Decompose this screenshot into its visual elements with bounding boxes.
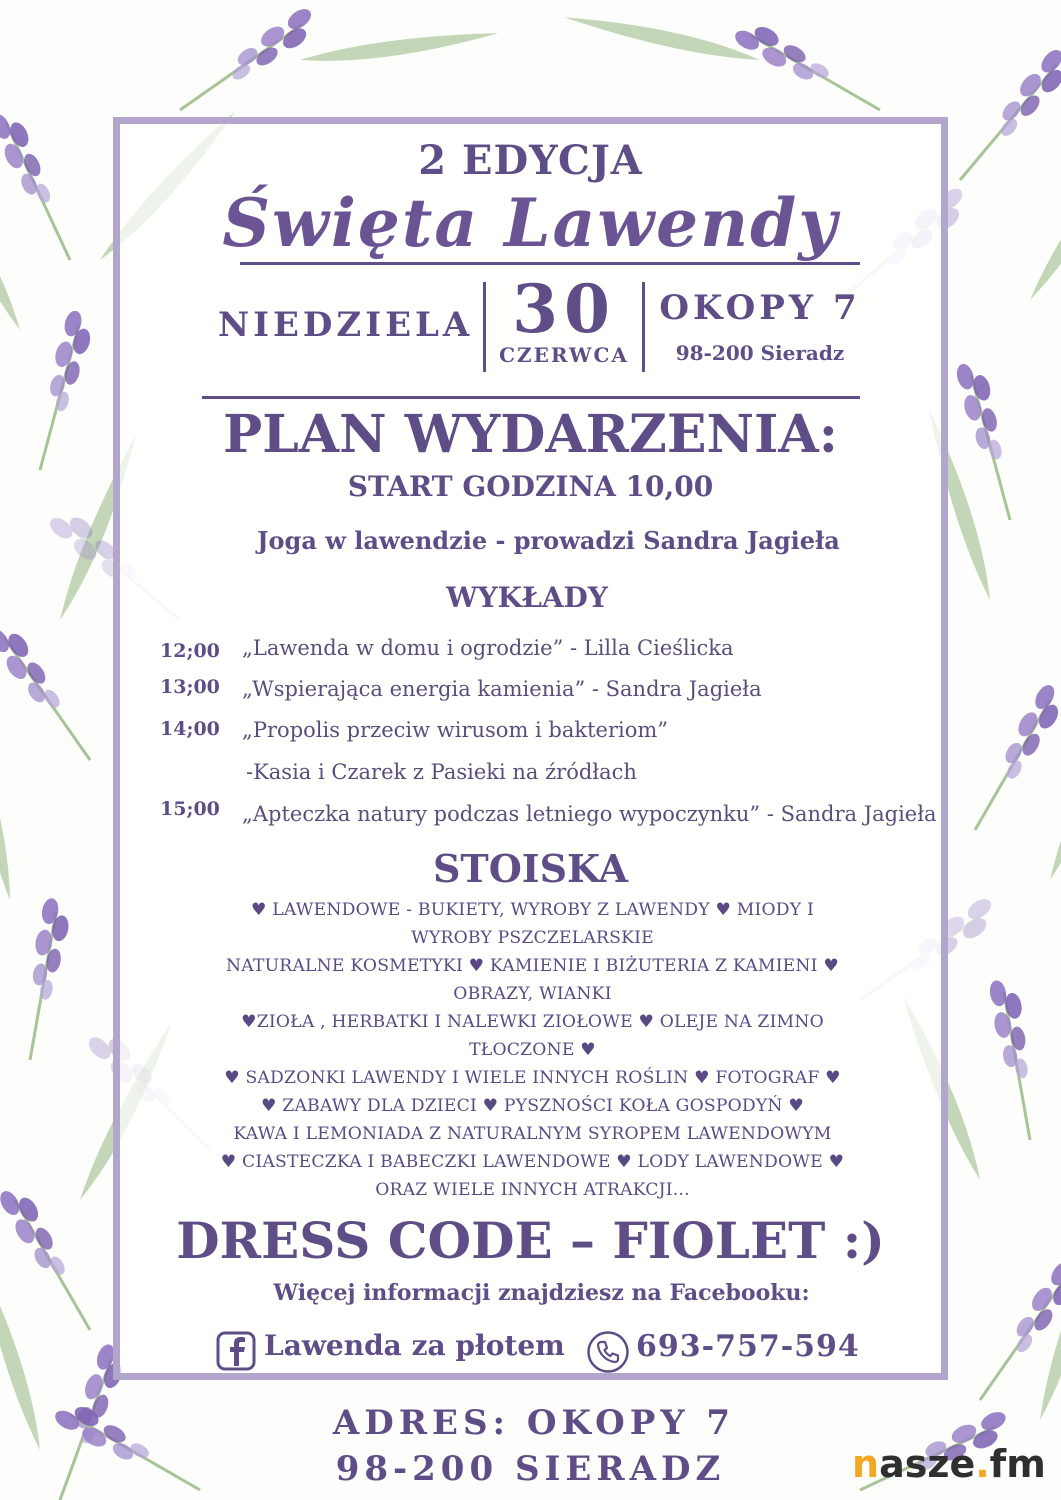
logo-first-letter: n bbox=[852, 1442, 880, 1486]
event-venue-city: 98-200 Sieradz bbox=[675, 341, 845, 365]
lecture-speaker: -Kasia i Czarek z Pasieki na źródłach bbox=[246, 760, 637, 784]
lecture-title: „Wspierająca energia kamienia” - Sandra Jagieła bbox=[242, 677, 762, 701]
section-divider bbox=[202, 396, 860, 399]
lecture-time: 14;00 bbox=[160, 718, 220, 740]
stall-line: KAWA I LEMONIADA Z NATURALNYM SYROPEM LAWENDOWYM bbox=[233, 1124, 832, 1144]
logo-dot: . bbox=[975, 1442, 990, 1486]
more-info-text: Więcej informacji znajdziesz na Facebooku: bbox=[273, 1280, 810, 1306]
date-separator-right bbox=[642, 282, 645, 372]
nasze-fm-logo bbox=[852, 1442, 1052, 1492]
date-separator-left bbox=[483, 282, 486, 372]
stalls-heading: STOISKA bbox=[432, 846, 628, 891]
lecture-time: 13;00 bbox=[160, 676, 220, 698]
event-date-month: CZERWCA bbox=[499, 343, 629, 367]
stall-line: ♥ SADZONKI LAWENDY I WIELE INNYCH ROŚLIN ♥ FOTOGRAF ♥ bbox=[224, 1068, 841, 1088]
stall-line: WYROBY PSZCZELARSKIE bbox=[411, 928, 654, 948]
dress-code: DRESS CODE – FIOLET :) bbox=[176, 1211, 885, 1270]
lecture-title: „Lawenda w domu i ogrodzie” - Lilla Cieślicka bbox=[242, 636, 734, 660]
stall-line: ♥ LAWENDOWE - BUKIETY, WYROBY Z LAWENDY ♥ MIODY I bbox=[251, 900, 814, 920]
stall-line: ♥ZIOŁA , HERBATKI I NALEWKI ZIOŁOWE ♥ OLEJE NA ZIMNO bbox=[241, 1012, 824, 1032]
phone-icon bbox=[586, 1330, 630, 1374]
event-title: Święta Lawendy bbox=[222, 184, 839, 262]
stall-line: ♥ ZABAWY DLA DZIECI ♥ PYSZNOŚCI KOŁA GOSPODYŃ ♥ bbox=[261, 1096, 804, 1116]
title-divider bbox=[240, 262, 860, 265]
lecture-title: „Apteczka natury podczas letniego wypoczynku” - Sandra Jagieła bbox=[242, 802, 937, 826]
lecture-time: 12;00 bbox=[160, 640, 220, 662]
stall-line: NATURALNE KOSMETYKI ♥ KAMIENIE I BIŻUTERIA Z KAMIENI ♥ bbox=[226, 956, 839, 976]
stall-line: ♥ CIASTECZKA I BABECZKI LAWENDOWE ♥ LODY LAWENDOWE ♥ bbox=[220, 1152, 845, 1172]
address-line-1: ADRES: OKOPY 7 bbox=[332, 1403, 736, 1443]
stall-line: ORAZ WIELE INNYCH ATRAKCJI... bbox=[375, 1180, 690, 1200]
logo-text: asze bbox=[879, 1442, 976, 1486]
event-venue: OKOPY 7 bbox=[659, 288, 861, 328]
plan-heading: PLAN WYDARZENIA: bbox=[223, 404, 838, 465]
facebook-icon bbox=[215, 1330, 257, 1372]
yoga-session: Joga w lawendzie - prowadzi Sandra Jagieła bbox=[257, 526, 840, 555]
start-time: START GODZINA 10,00 bbox=[347, 470, 714, 503]
event-date-number: 30 bbox=[512, 270, 616, 348]
logo-suffix: fm bbox=[989, 1442, 1046, 1486]
stall-line: OBRAZY, WIANKI bbox=[453, 984, 612, 1004]
lectures-heading: WYKŁADY bbox=[446, 581, 608, 614]
stall-line: TŁOCZONE ♥ bbox=[469, 1040, 596, 1060]
edition-label: 2 EDYCJA bbox=[418, 137, 643, 184]
facebook-page-name[interactable]: Lawenda za płotem bbox=[264, 1329, 565, 1362]
phone-number[interactable]: 693-757-594 bbox=[636, 1329, 860, 1364]
lecture-time: 15;00 bbox=[160, 798, 220, 820]
address-line-2: 98-200 SIERADZ bbox=[335, 1449, 726, 1489]
lecture-title: „Propolis przeciw wirusom i bakteriom” bbox=[242, 718, 669, 742]
event-day: NIEDZIELA bbox=[218, 305, 474, 345]
